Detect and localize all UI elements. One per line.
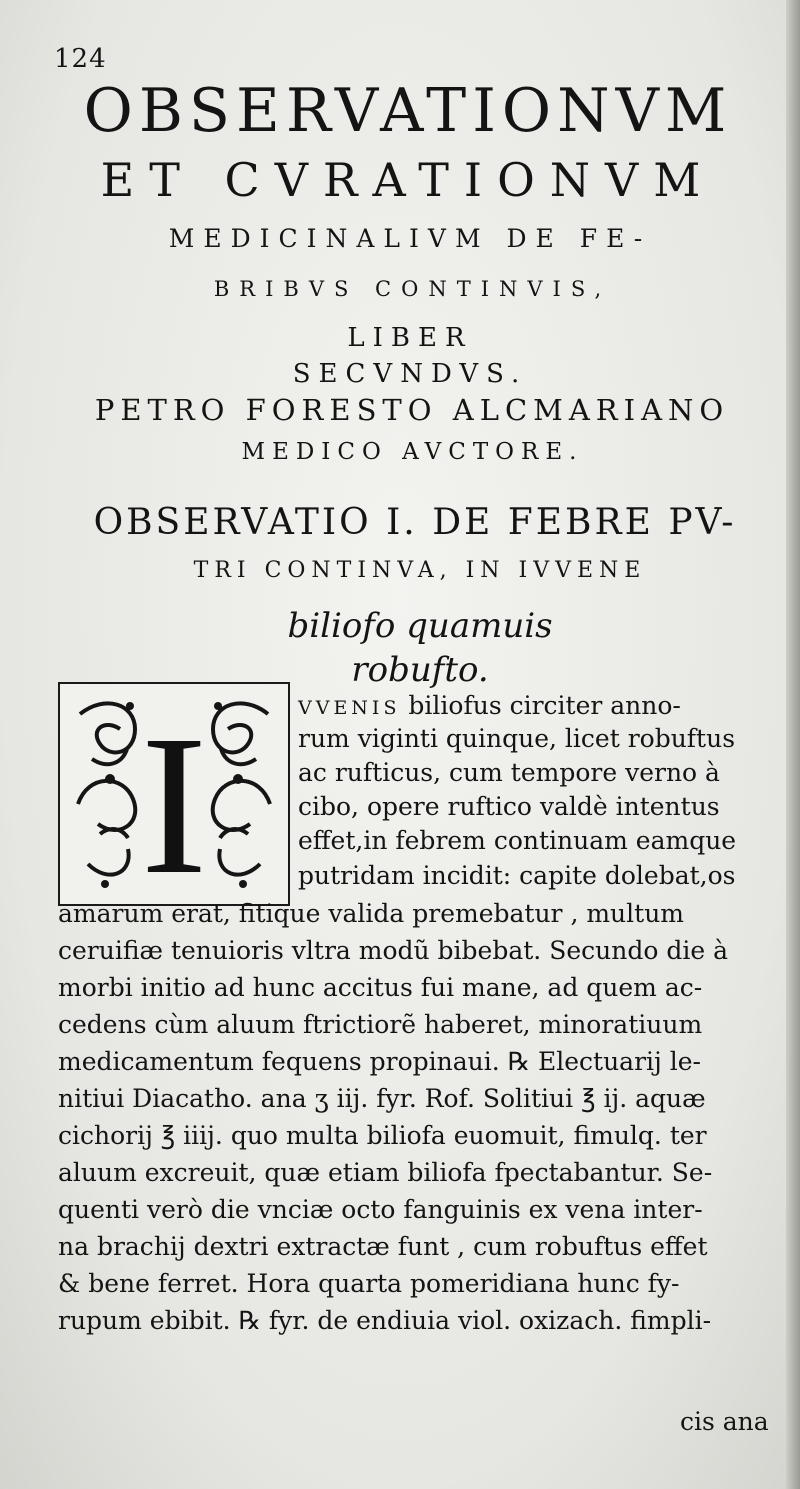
- svg-text:I: I: [140, 695, 208, 904]
- text-line: putridam incidit: capite dolebat,os: [298, 861, 736, 890]
- text-line: cedens cùm aluum ftrictiorẽ haberet, minoratiuum: [58, 1010, 703, 1039]
- first-word: VVENIS: [298, 697, 401, 719]
- text-line: amarum erat, fitique valida premebatur , multum: [58, 899, 685, 928]
- text-line: morbi initio ad hunc accitus fui mane, ad quem ac-: [58, 973, 703, 1002]
- text-line: medicamentum fequens propinaui. ℞ Electuarij le-: [58, 1047, 701, 1076]
- ornament-icon: [60, 684, 288, 904]
- title-line-3: MEDICINALIVM DE FE-: [168, 224, 652, 253]
- title-line-2: ET CVRATIONVM: [100, 153, 716, 207]
- title-line-4: BRIBVS CONTINVIS,: [213, 277, 612, 301]
- text-line: cichorij ℥ iiij. quo multa biliofa euomuit, fimulq. ter: [58, 1121, 707, 1150]
- title-line-1: OBSERVATIONVM: [83, 76, 733, 146]
- text-line: [298, 690, 768, 724]
- text-line: ceruifiæ tenuioris vltra modũ bibebat. Secundo die à: [58, 936, 728, 965]
- decorated-initial: [58, 682, 290, 906]
- text-line: & bene ferret. Hora quarta pomeridiana hunc fy-: [58, 1269, 680, 1298]
- title-line-5: LIBER SECVNDVS.: [292, 323, 528, 389]
- author-line: PETRO FORESTO ALCMARIANO: [94, 393, 730, 427]
- text-line: nitiui Diacatho. ana ʒ iij. fyr. Rof. Solitiui ℥ ij. aquæ: [58, 1084, 706, 1113]
- observation-subheading: TRI CONTINVA, IN IVVENE: [193, 558, 647, 583]
- text-line: cibo, opere ruftico valdè intentus: [298, 792, 720, 821]
- observation-italic-line: biliofo quamuis robufto.: [287, 606, 553, 690]
- observation-heading: OBSERVATIO I. DE FEBRE PV-: [93, 502, 737, 543]
- catchword: cis ana: [680, 1407, 769, 1436]
- text-line: rupum ebibit. ℞ fyr. de endiuia viol. oxizach. fimpli-: [58, 1306, 712, 1335]
- text-line: effet,in febrem continuam eamque: [298, 826, 737, 855]
- text-line: na brachij dextri extractæ funt , cum robuftus effet: [58, 1232, 708, 1261]
- author-role-line: MEDICO AVCTORE.: [241, 439, 584, 465]
- text-line: quenti verò die vnciæ octo fanguinis ex vena inter-: [58, 1195, 703, 1224]
- text-line-content: biliofus circiter anno-: [408, 691, 681, 720]
- page-edge: [786, 0, 800, 1489]
- text-line: rum viginti quinque, licet robuftus: [298, 724, 736, 753]
- text-line: aluum excreuit, quæ etiam biliofa fpectabantur. Se-: [58, 1158, 713, 1187]
- text-line: ac rufticus, cum tempore verno à: [298, 758, 720, 787]
- page-number: 124: [54, 44, 107, 74]
